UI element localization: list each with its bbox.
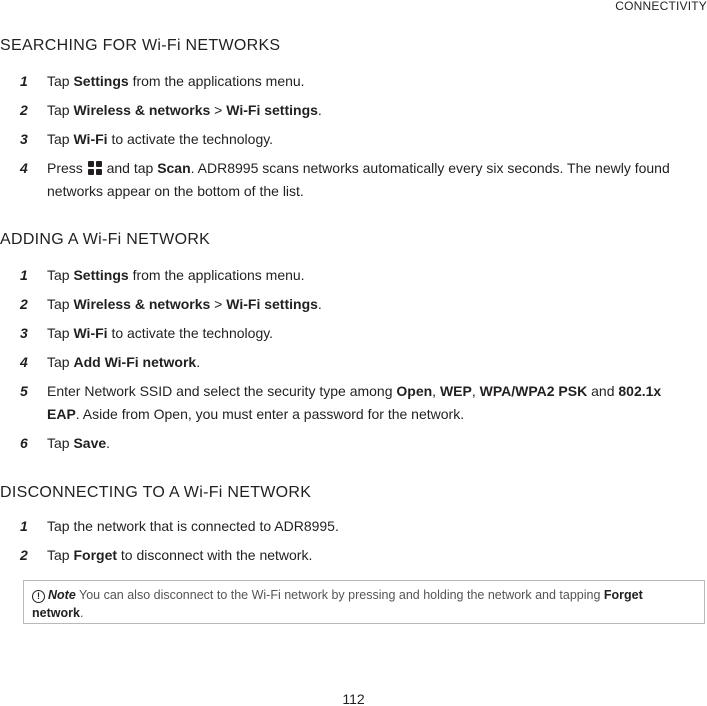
step-number: 4 (20, 354, 28, 370)
step-number: 1 (20, 518, 28, 534)
section-heading-searching: SEARCHING FOR Wi-Fi NETWORKS (0, 37, 281, 54)
step-text: Tap Wireless & networks > Wi-Fi settings. (47, 102, 322, 118)
step-number: 5 (20, 383, 28, 399)
step-number: 2 (20, 102, 28, 118)
step-text: Tap Wi-Fi to activate the technology. (47, 131, 274, 147)
section-heading-adding: ADDING A Wi-Fi NETWORK (0, 231, 211, 248)
note-box (23, 580, 705, 624)
step-text: Tap Settings from the applications menu. (47, 267, 305, 283)
menu-grid-icon (88, 161, 102, 175)
note-strong-text: Forget network (32, 588, 643, 620)
step-number: 6 (20, 435, 28, 451)
step-text: Tap Wi-Fi to activate the technology. (47, 325, 274, 341)
step-text: Tap the network that is connected to ADR8995. (47, 518, 339, 534)
note-text: You can also disconnect to the Wi-Fi network by pressing and holding the network and tapping (75, 588, 604, 602)
step-number: 1 (20, 267, 28, 283)
step-text: Enter Network SSID and select the security type among Open, WEP, WPA/WPA2 PSK and 802.1x EAP. Aside from Open, you must enter a password for the network. (47, 383, 662, 422)
note-label: Note (48, 588, 76, 602)
step-text: Tap Settings from the applications menu. (47, 73, 305, 89)
step-number: 2 (20, 296, 28, 312)
step-number: 1 (20, 73, 28, 89)
chapter-header: CONNECTIVITY (615, 0, 707, 13)
section-heading-disconnecting: DISCONNECTING TO A Wi-Fi NETWORK (0, 484, 312, 501)
step-text: Tap Add Wi-Fi network. (47, 354, 201, 370)
step-text: Press and tap Scan. ADR8995 scans networks automatically every six seconds. The newly found networks appear on the bottom of the list. (47, 160, 670, 199)
step-number: 3 (20, 131, 28, 147)
step-number: 3 (20, 325, 28, 341)
step-text: Tap Wireless & networks > Wi-Fi settings. (47, 296, 322, 312)
page-number: 112 (342, 691, 365, 706)
step-text: Tap Save. (47, 435, 111, 451)
step-number: 4 (20, 160, 28, 176)
step-number: 2 (20, 547, 28, 563)
step-text: Tap Forget to disconnect with the network. (47, 547, 313, 563)
note-content: ! Note You can also disconnect to the Wi-Fi network by pressing and holding the network and tapping Forget network. (32, 588, 643, 620)
info-icon: ! (32, 590, 45, 603)
